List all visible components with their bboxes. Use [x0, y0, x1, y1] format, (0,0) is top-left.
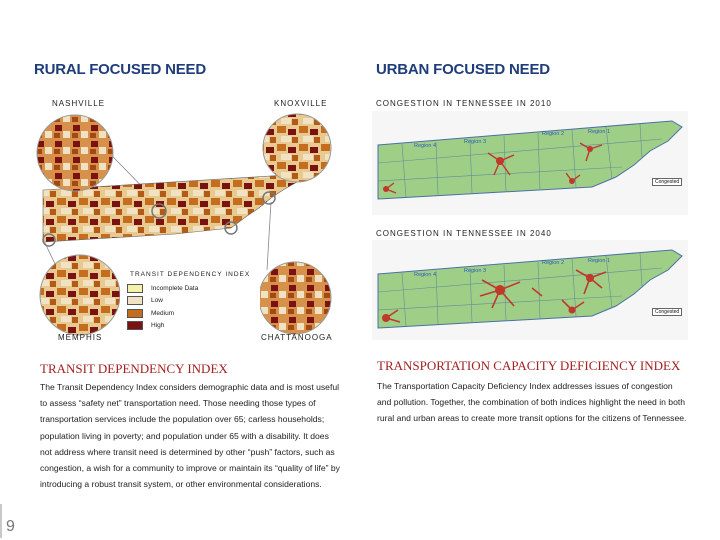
map-2010-caption: CONGESTION IN TENNESSEE IN 2010: [376, 99, 552, 108]
legend-item-low: Low: [127, 296, 163, 305]
rural-heading: RURAL FOCUSED NEED: [34, 61, 206, 78]
nashville-label: NASHVILLE: [52, 99, 106, 108]
legend-swatch: [127, 321, 143, 330]
transit-section-title: TRANSIT DEPENDENCY INDEX: [40, 361, 228, 376]
region-label: Region 4: [414, 143, 437, 149]
legend-swatch: [127, 296, 143, 305]
congested-tag: Congested: [652, 308, 682, 316]
urban-heading: URBAN FOCUSED NEED: [376, 61, 550, 78]
congestion-2040-map: [372, 240, 688, 340]
congestion-2010-map: [372, 111, 688, 215]
legend-title: TRANSIT DEPENDENCY INDEX: [130, 271, 251, 278]
page-edge-rule: [0, 504, 2, 538]
map-2040-caption: CONGESTION IN TENNESSEE IN 2040: [376, 229, 552, 238]
congested-tag: Congested: [652, 178, 682, 186]
legend-item-high: High: [127, 321, 164, 330]
capacity-section-title: TRANSPORTATION CAPACITY DEFICIENCY INDEX: [377, 358, 681, 373]
transit-section-body: The Transit Dependency Index considers demographic data and is most useful to assess “safety net” transportation need. Those needing those types of transportation services include the population over 65; carless households; population living in poverty; and population under 65 with a disability. It does not address where transit need is determined by other “push” factors, such as congestion, a wish for a community to improve or maintain its “quality of life” by introducing a robust transit system, or other environmental considerations.: [40, 382, 340, 490]
legend-swatch: [127, 309, 143, 318]
memphis-label: MEMPHIS: [58, 333, 103, 342]
legend-item-incomplete: Incomplete Data: [127, 284, 198, 293]
chattanooga-label: CHATTANOOGA: [261, 333, 333, 342]
region-label: Region 4: [414, 272, 437, 278]
legend-item-medium: Medium: [127, 309, 174, 318]
region-label: Region 3: [464, 139, 487, 145]
capacity-section-body: The Transportation Capacity Deficiency Index addresses issues of congestion and pollution. Together, the combination of both indices highlight the need in both rural and urban areas to create more transit options for the citizens of Tennessee.: [377, 381, 687, 424]
region-label: Region 2: [542, 131, 565, 137]
region-label: Region 1: [588, 258, 611, 264]
page-number: 9: [6, 518, 15, 535]
region-label: Region 1: [588, 129, 611, 135]
knoxville-label: KNOXVILLE: [274, 99, 328, 108]
legend-swatch: [127, 284, 143, 293]
region-label: Region 3: [464, 268, 487, 274]
region-label: Region 2: [542, 260, 565, 266]
